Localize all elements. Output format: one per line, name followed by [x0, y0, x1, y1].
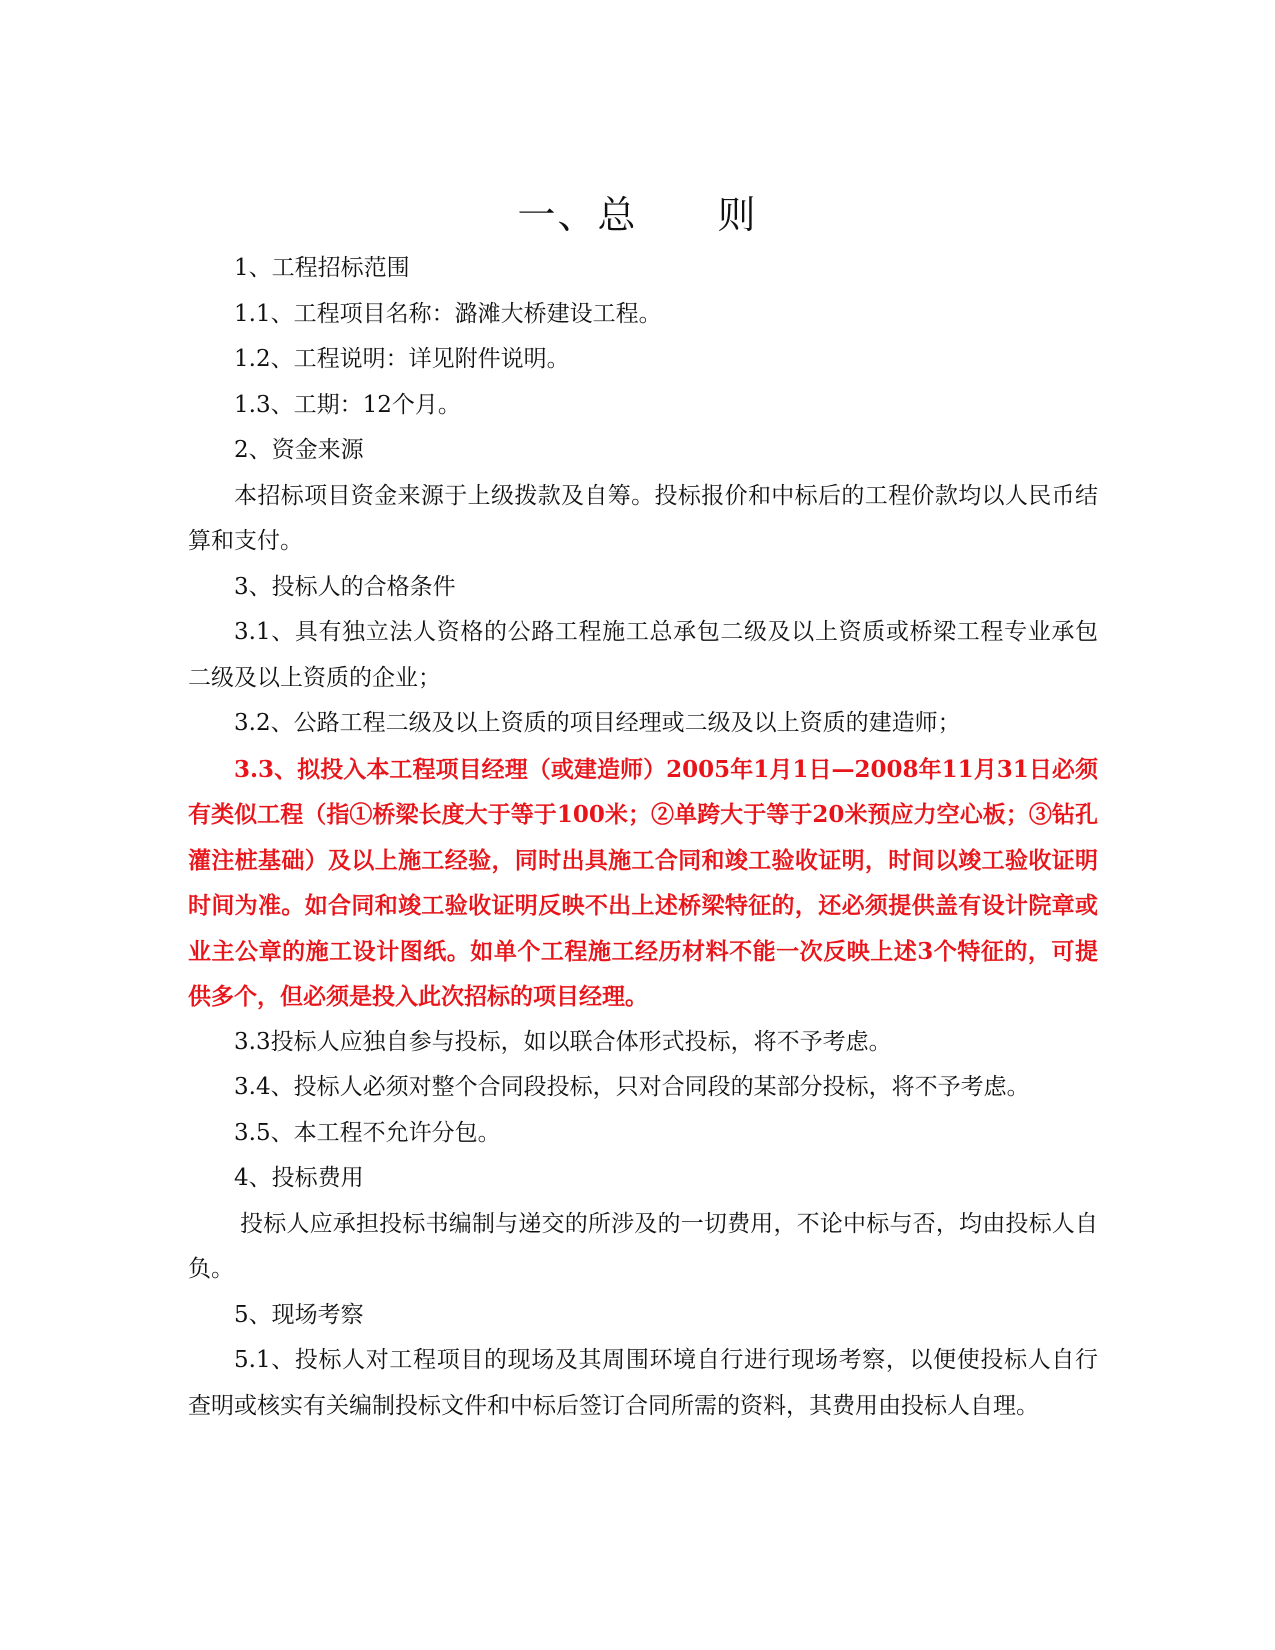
- costs-paragraph: 投标人应承担投标书编制与递交的所涉及的一切费用，不论中标与否，均由投标人自负。: [188, 1210, 1098, 1282]
- section-heading-site-visit: 5、现场考察: [234, 1301, 364, 1328]
- clause-5-1: 5.1、投标人对工程项目的现场及其周围环境自行进行现场考察，以便使投标人自行查明或核实有关编制投标文件和中标后签订合同所需的资料，其费用由投标人自理。: [188, 1347, 1098, 1419]
- clause-3-5: 3.5、本工程不允许分包。: [234, 1119, 501, 1146]
- clause-1-2: 1.2、工程说明：详见附件说明。: [234, 346, 570, 372]
- page-title: 一、总 则: [517, 193, 758, 237]
- section-heading-funding: 2、资金来源: [234, 437, 364, 463]
- clause-3-4: 3.4、投标人必须对整个合同段投标，只对合同段的某部分投标，将不予考虑。: [234, 1074, 1030, 1100]
- funding-paragraph: 本招标项目资金来源于上级拨款及自筹。投标报价和中标后的工程价款均以人民币结算和支付。: [188, 482, 1098, 554]
- clause-3-3-joint-bid: 3.3投标人应独自参与投标，如以联合体形式投标，将不予考虑。: [234, 1028, 892, 1055]
- clause-3-3-highlight: 3.3、拟投入本工程项目经理（或建造师）2005年1月1日—2008年11月31日必须有类似工程（指①桥梁长度大于等于100米；②单跨大于等于20米预应力空心板；③钻孔灌注桩基础）及以上施工经验，同时出具施工合同和竣工验收证明，时间以竣工验收证明时间为准。如合同和竣工验收证明反映不出上述桥梁特征的，还必须提供盖有设计院章或业主公章的施工设计图纸。如单个工程施工经历材料不能一次反映上述3个特征的，可提供多个，但必须是投入此次招标的项目经理。: [188, 755, 1098, 1010]
- clause-1-3: 1.3、工期：12个月。: [234, 391, 461, 418]
- section-heading-scope: 1、工程招标范围: [234, 255, 410, 281]
- section-heading-qualification: 3、投标人的合格条件: [234, 573, 456, 600]
- clause-3-1: 3.1、具有独立法人资格的公路工程施工总承包二级及以上资质或桥梁工程专业承包二级及以上资质的企业；: [188, 619, 1098, 691]
- clause-1-1: 1.1、工程项目名称：潞滩大桥建设工程。: [234, 300, 662, 327]
- section-heading-costs: 4、投标费用: [234, 1165, 364, 1191]
- document-body: [188, 246, 1098, 1429]
- clause-3-2: 3.2、公路工程二级及以上资质的项目经理或二级及以上资质的建造师；: [234, 710, 961, 736]
